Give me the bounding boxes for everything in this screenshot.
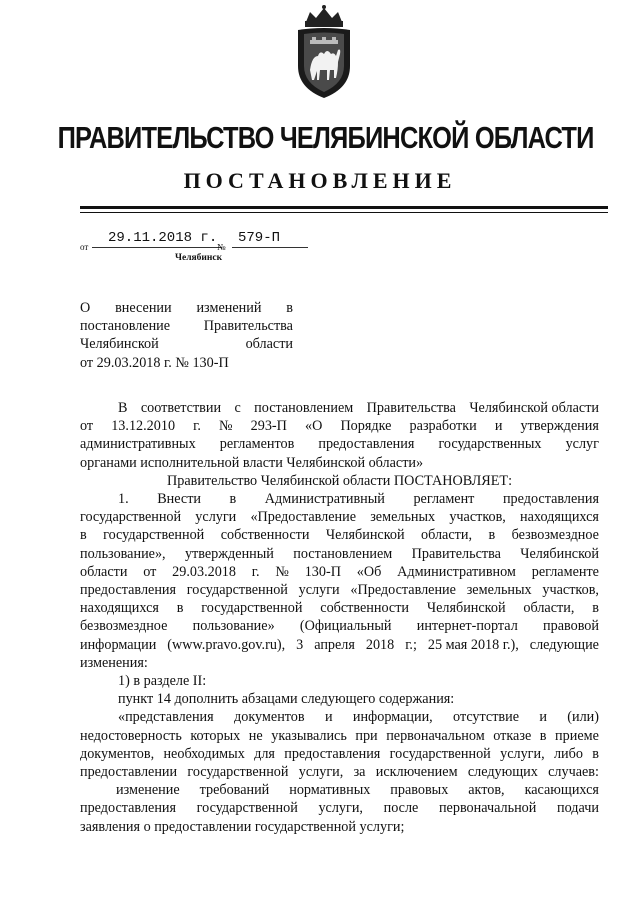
coat-of-arms-icon bbox=[290, 4, 358, 100]
body-line: пункт 14 дополнить абзацами следующего содержания: bbox=[118, 691, 455, 708]
body-line: органами исполнительной власти Челябинской области» bbox=[80, 454, 424, 471]
body-line: 1. Внести в Административный регламент предоставления bbox=[118, 491, 599, 508]
date-number-line bbox=[80, 231, 320, 267]
body-line: предоставления государственной услуги «Предоставление земельных участков, bbox=[80, 582, 599, 599]
subject-line: постановление Правительства bbox=[80, 318, 293, 335]
body-line: предоставления государственной услуги, после первоначальной подачи bbox=[80, 800, 599, 817]
body-line: информации (www.pravo.gov.ru), 3 апреля 2018 г.; 25 мая 2018 г.), следующие bbox=[80, 636, 599, 653]
body-line: 1) в разделе II: bbox=[118, 673, 207, 690]
body-line: изменение требований нормативных правовых актов, касающихся bbox=[116, 782, 599, 799]
document-type: ПОСТАНОВЛЕНИЕ bbox=[183, 168, 457, 193]
body-line: находящихся в государственной собственности Челябинской области, в bbox=[80, 600, 599, 617]
body-line: пользование», утвержденный постановлением Правительства Челябинской bbox=[80, 545, 599, 562]
resolution-line: Правительство Челябинской области ПОСТАНОВЛЯЕТ: bbox=[166, 472, 513, 489]
body-line: в государственной собственности Челябинской области, в безвозмездное bbox=[80, 527, 599, 544]
document-subject bbox=[80, 299, 293, 372]
body-line: В соответствии с постановлением Правительства Челябинской области bbox=[118, 400, 599, 416]
number-prefix-label: № bbox=[217, 242, 226, 252]
subject-line: Челябинской области bbox=[80, 336, 293, 353]
header-divider-thick bbox=[80, 206, 608, 209]
government-title: ПРАВИТЕЛЬСТВО ЧЕЛЯБИНСКОЙ ОБЛАСТИ bbox=[57, 120, 594, 155]
body-line: области от 29.03.2018 г. № 130-П «Об Административном регламенте bbox=[80, 563, 599, 580]
body-line: документов, необходимых для предоставления государственной услуги, либо в bbox=[80, 745, 599, 762]
body-line: «представления документов и информации, отсутствие и (или) bbox=[118, 709, 599, 726]
body-line: безвозмездное пользование» (Официальный интернет-портал правовой bbox=[80, 618, 599, 635]
issue-city: Челябинск bbox=[175, 253, 223, 263]
body-line: изменения: bbox=[80, 654, 148, 671]
date-prefix-label: от bbox=[80, 242, 89, 252]
body-line: предоставлении государственной услуги, за исключением следующих случаев: bbox=[80, 764, 599, 781]
body-line: от 13.12.2010 г. № 293-П «О Порядке разработки и утверждения bbox=[80, 418, 599, 435]
header-divider-thin bbox=[80, 212, 608, 213]
body-line: заявления о предоставлении государственной услуги; bbox=[80, 818, 405, 835]
date-underline bbox=[92, 247, 222, 248]
subject-line: от 29.03.2018 г. № 130-П bbox=[80, 354, 229, 371]
body-line: административных регламентов предоставления государственных услуг bbox=[80, 436, 599, 453]
document-date: 29.11.2018 г. bbox=[108, 230, 218, 246]
body-line: недостоверность которых не указывались при первоначальном отказе в приеме bbox=[80, 727, 599, 744]
number-underline bbox=[232, 247, 308, 248]
document-number: 579-П bbox=[238, 230, 281, 246]
body-line: государственной услуги «Предоставление земельных участков, находящихся bbox=[80, 509, 599, 526]
document-body bbox=[80, 399, 599, 836]
subject-line: О внесении изменений в bbox=[80, 300, 293, 316]
